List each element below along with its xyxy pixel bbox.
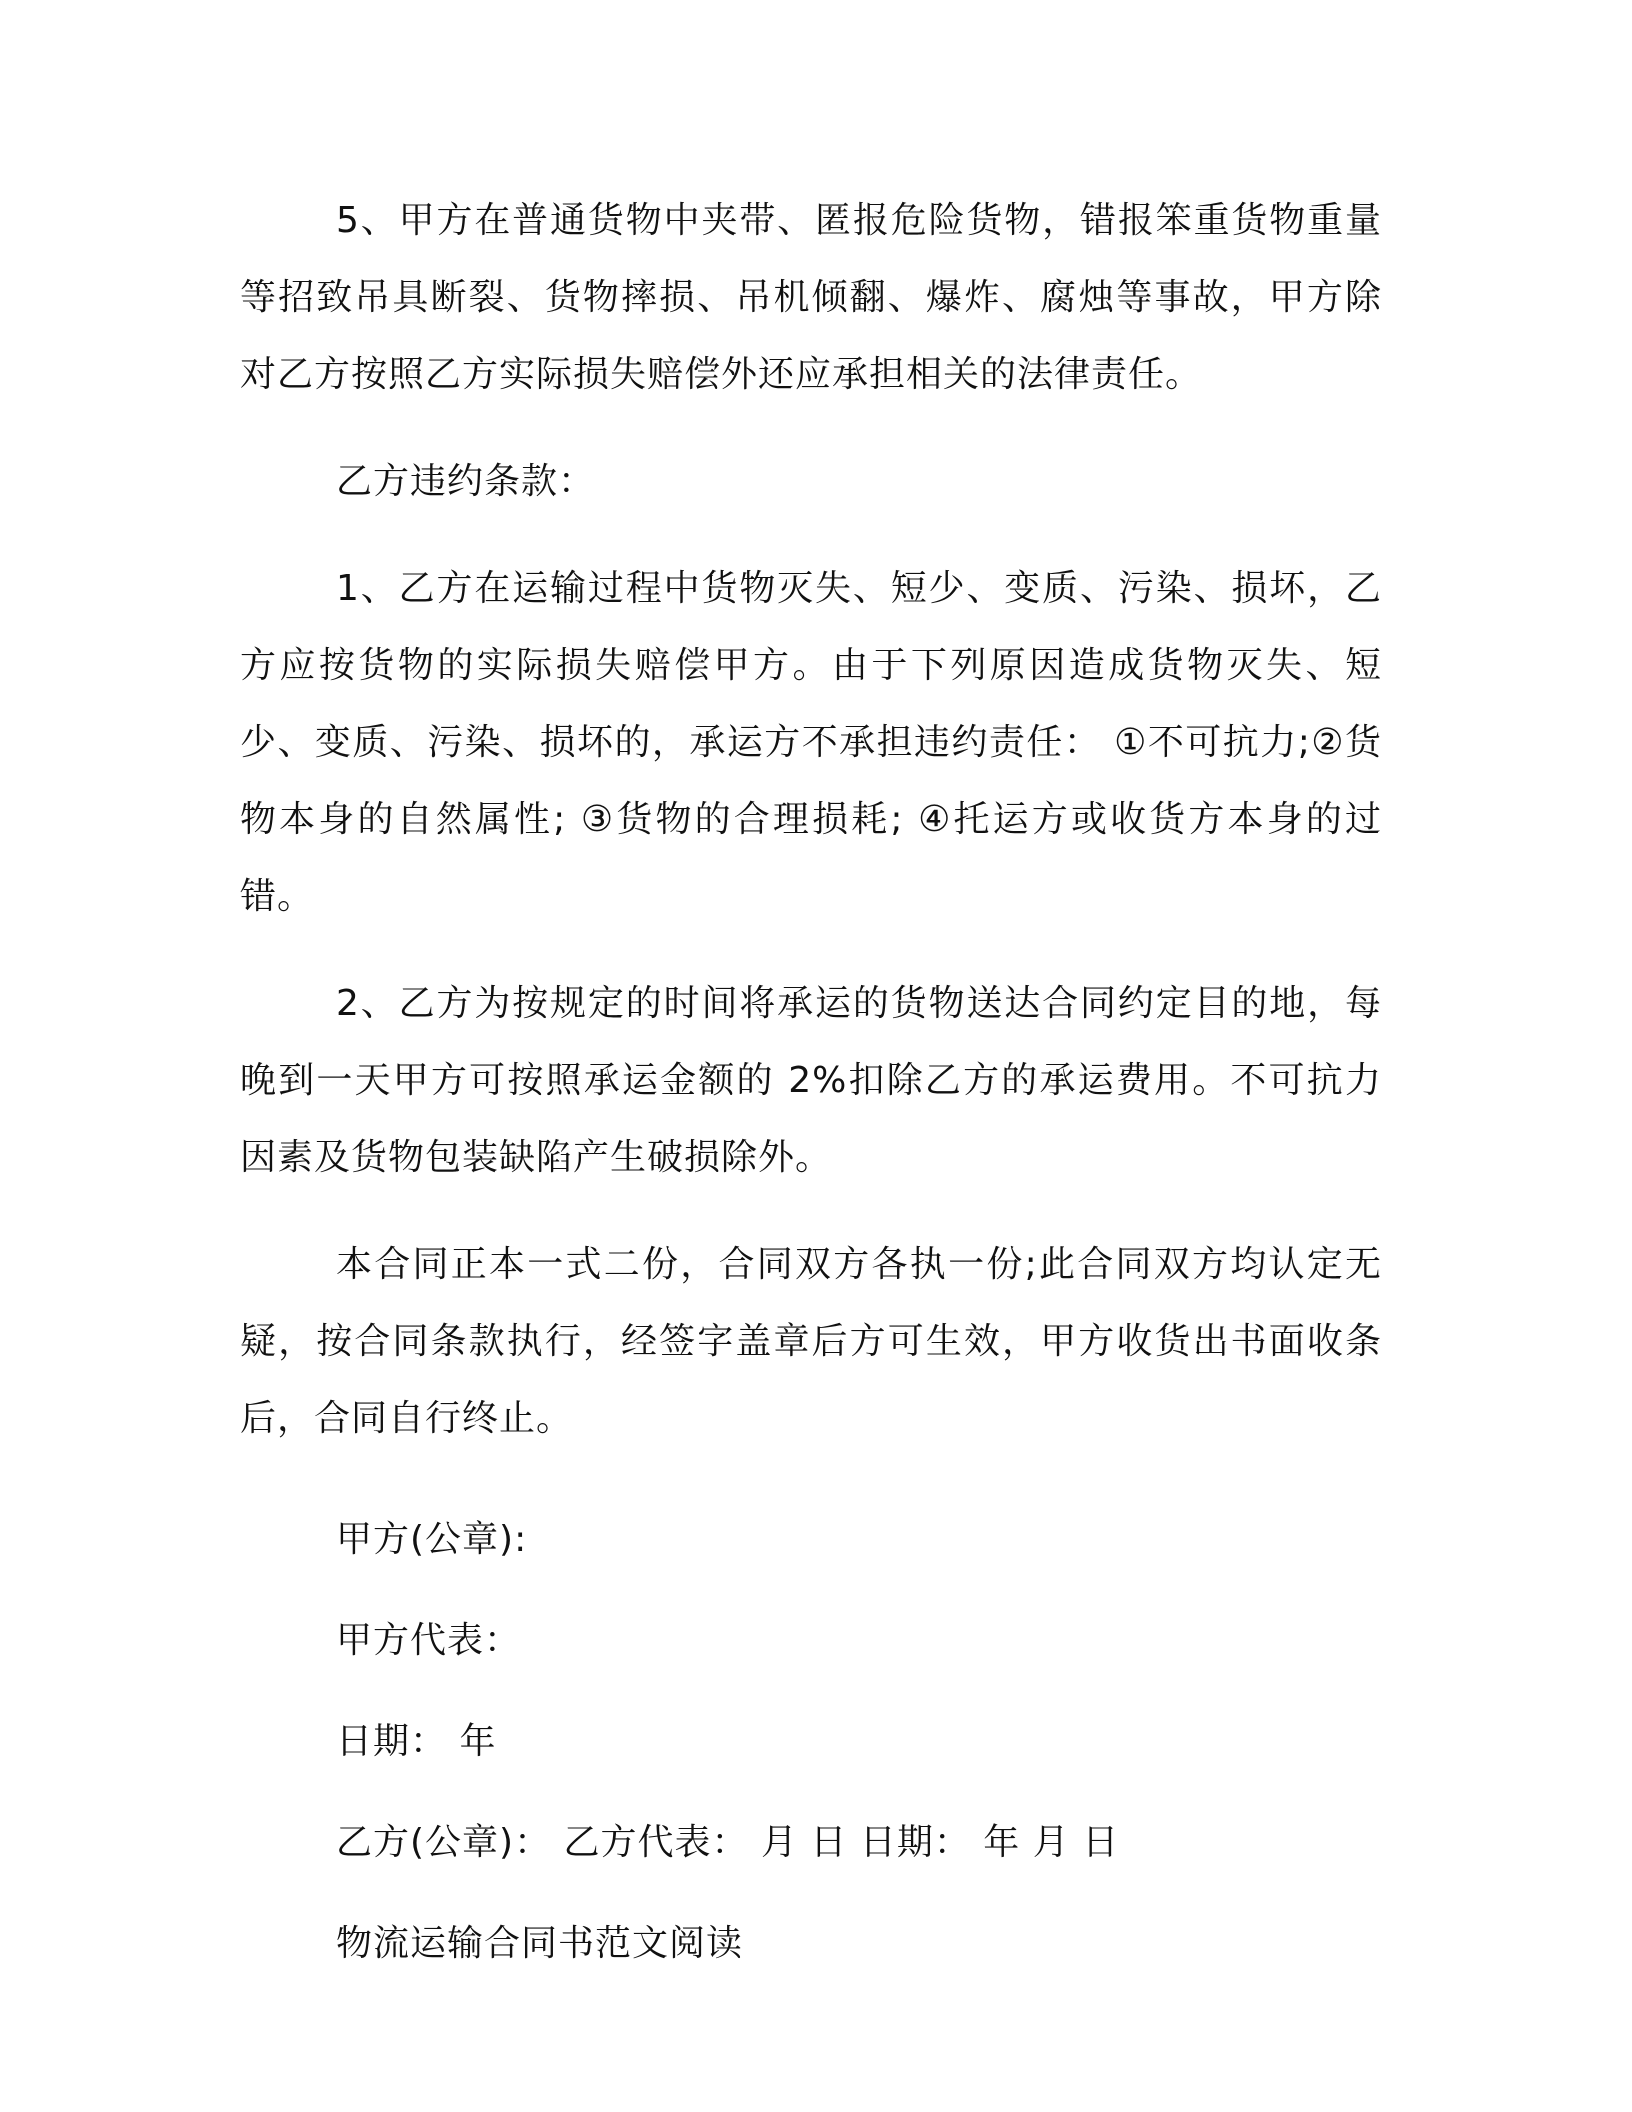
next-section-title: 物流运输合同书范文阅读 [336, 1923, 744, 1964]
party-a-representative-line: 甲方代表： [336, 1620, 522, 1661]
clause-party-b-1: 1、乙方在运输过程中货物灭失、短少、变质、污染、损坏，乙方应按货物的实际损失赔偿甲方。由于下列原因造成货物灭失、短少、变质、污染、损坏的，承运方不承担违约责任： ①不可抗力;②货物本身的自然属性; ③货物的合理损耗; ④托运方或收货方本身的过错。 [240, 568, 1382, 917]
document-body [240, 182, 1382, 1968]
clause-party-a-5: 5、甲方在普通货物中夹带、匿报危险货物，错报笨重货物重量等招致吊具断裂、货物摔损、吊机倾翻、爆炸、腐烛等事故，甲方除对乙方按照乙方实际损失赔偿外还应承担相关的法律责任。 [240, 200, 1382, 395]
section-heading-party-b-breach: 乙方违约条款： [336, 461, 596, 502]
contract-copies-clause: 本合同正本一式二份，合同双方各执一份;此合同双方均认定无疑，按合同条款执行，经签字盖章后方可生效，甲方收货出书面收条后，合同自行终止。 [240, 1244, 1382, 1439]
party-a-seal-line: 甲方(公章): [336, 1519, 528, 1560]
party-b-signature-line: 乙方(公章)： 乙方代表： 月 日 日期： 年 月 日 [336, 1822, 1120, 1863]
clause-party-b-2: 2、乙方为按规定的时间将承运的货物送达合同约定目的地，每晚到一天甲方可按照承运金额的 2%扣除乙方的承运费用。不可抗力因素及货物包装缺陷产生破损除外。 [240, 983, 1382, 1178]
party-a-date-line: 日期： 年 [336, 1721, 497, 1762]
